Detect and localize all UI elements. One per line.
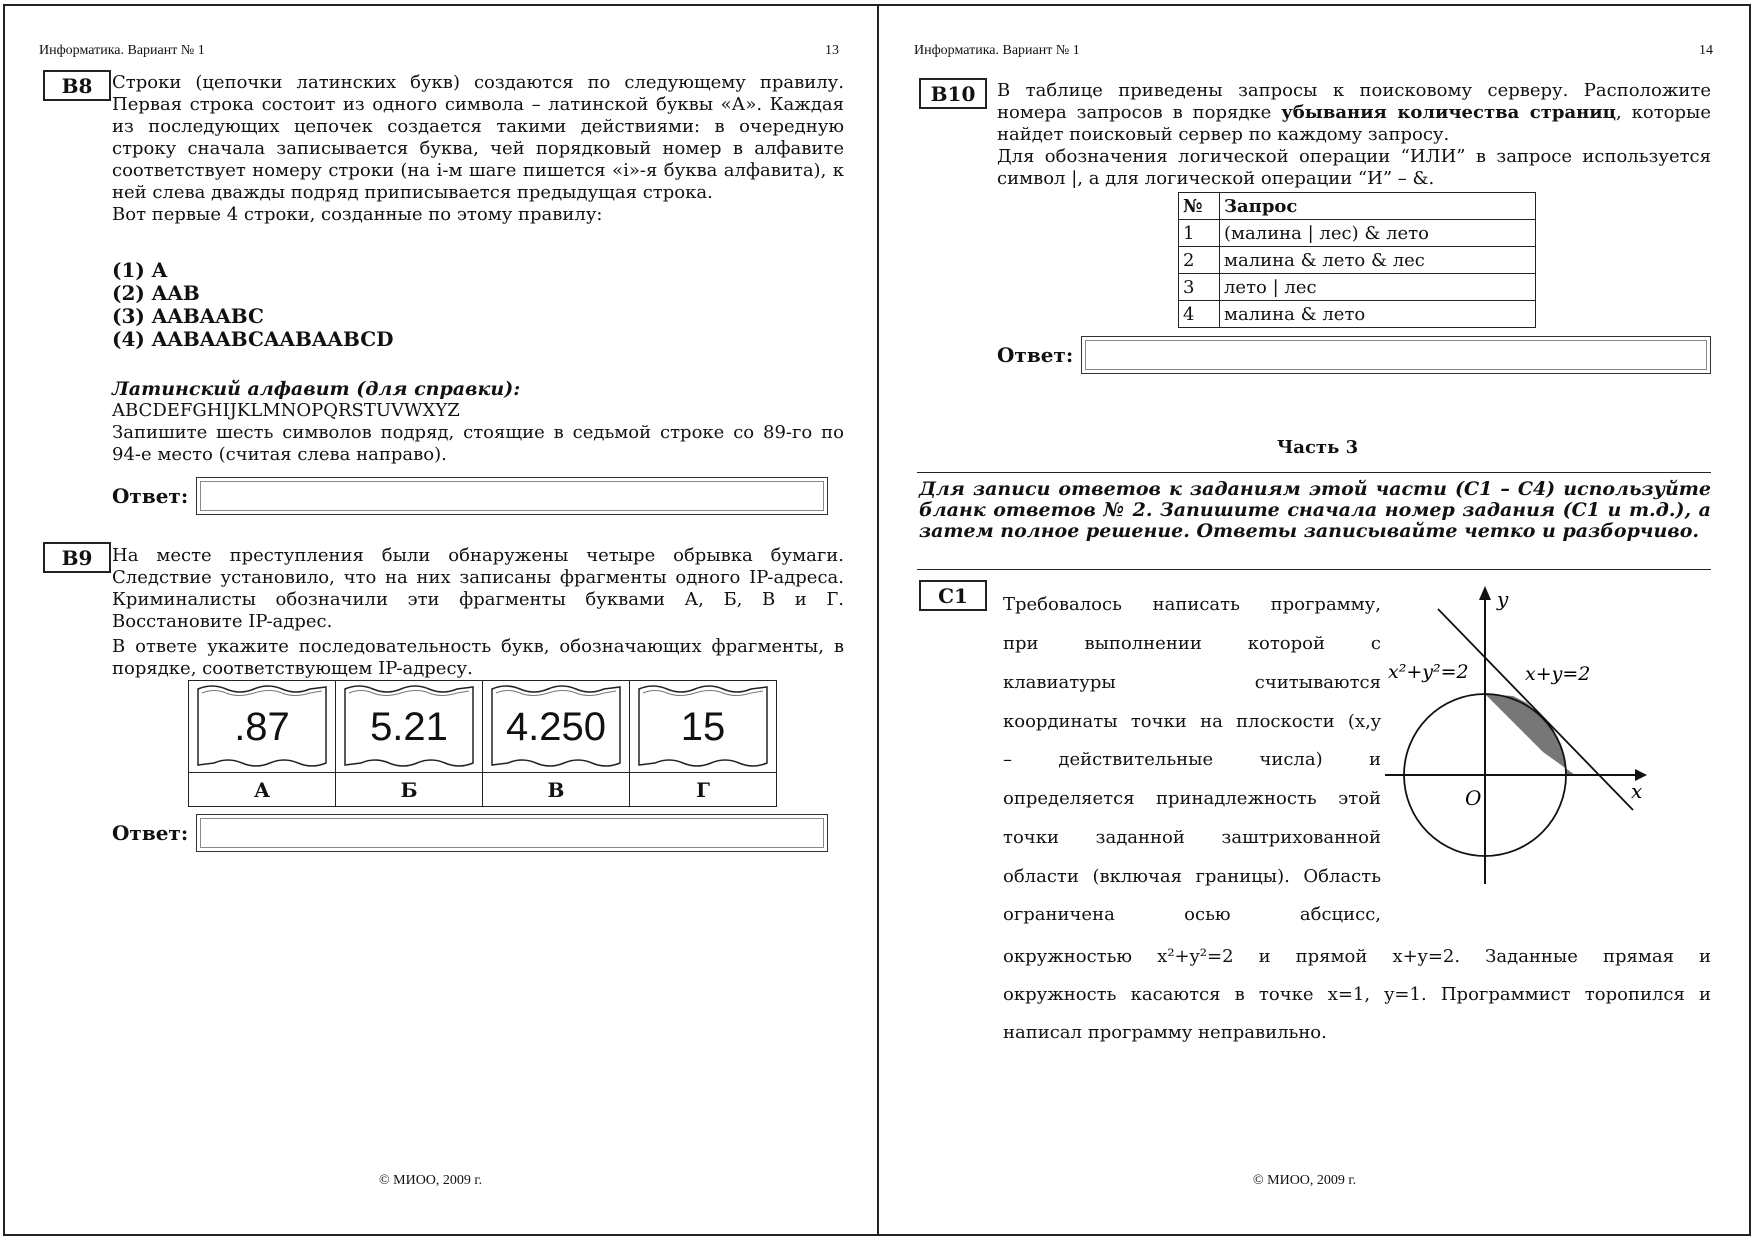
fragment-b — [336, 681, 483, 773]
sequence-3: (3) AABAABC — [112, 304, 264, 328]
c1-graph — [1385, 584, 1649, 902]
page-header-title: Информатика. Вариант № 1 — [39, 43, 205, 58]
y-arrow-icon — [1479, 586, 1491, 600]
table-row — [1179, 274, 1536, 301]
divider — [917, 472, 1711, 473]
c1-line: координаты точки на плоскости (x,y — [1003, 711, 1381, 732]
fragment-a — [189, 681, 336, 773]
table-header-row — [1179, 193, 1536, 220]
row-query: малина & лето — [1220, 301, 1536, 328]
row-query: малина & лето & лес — [1220, 247, 1536, 274]
c1-line: окружность касаются в точке x=1, y=1. Программист торопился и — [1003, 984, 1711, 1005]
fragment-letter-b: Б — [336, 773, 483, 807]
tangent-line — [1438, 609, 1633, 810]
c1-line: определяется принадлежность этой — [1003, 788, 1381, 809]
page-number: 14 — [1699, 43, 1713, 58]
alphabet-title: Латинский алфавит (для справки): — [112, 378, 521, 400]
answer-label: Ответ: — [997, 343, 1074, 367]
b8-sequences — [112, 259, 393, 351]
divider — [917, 569, 1711, 570]
task-label-b8: B8 — [43, 70, 111, 101]
fragment-v — [483, 681, 630, 773]
fragment-letter-v: В — [483, 773, 630, 807]
part3-title: Часть 3 — [1276, 437, 1359, 458]
table-row — [1179, 301, 1536, 328]
row-number: 3 — [1179, 274, 1220, 301]
b9-instruction: В ответе укажите последовательность букв, обозначающих фрагменты, в порядке, соответствующем IP-адресу. — [112, 636, 844, 679]
fragment-v-text: 4.250 — [505, 705, 607, 749]
b9-answer-row — [112, 814, 828, 852]
row-number: 1 — [1179, 220, 1220, 247]
b10-intro-before: В таблице приведены запросы к поисковому серверу. Расположите номера запросов в порядке — [997, 80, 1711, 123]
line-equation: x+y=2 — [1525, 663, 1591, 685]
fragment-letter-a: А — [189, 773, 336, 807]
sequence-4: (4) AABAABCAABAABCD — [112, 327, 394, 351]
page-footer: © МИОО, 2009 г. — [379, 1173, 483, 1188]
task-label-c1: C1 — [919, 580, 987, 611]
b10-intro — [997, 80, 1711, 146]
query-table — [1178, 192, 1536, 328]
part3-instruction: Для записи ответов к заданиям этой части (С1 – С4) используйте бланк ответов № 2. Запишите сначала номер задания (С1 и т.д.), а затем полное решение. Ответы записывайте четко и разборчиво. — [919, 478, 1711, 542]
b8-answer-field[interactable] — [196, 477, 828, 515]
b8-alphabet-block — [112, 378, 844, 466]
b9-body — [112, 545, 844, 680]
task-label-b10: B10 — [919, 78, 987, 109]
page-footer: © МИОО, 2009 г. — [1253, 1173, 1357, 1188]
c1-line: при выполнении которой с — [1003, 633, 1381, 654]
c1-line: – действительные числа) и — [1003, 749, 1381, 770]
b8-intro: Строки (цепочки латинских букв) создаются по следующему правилу. Первая строка состоит из одного символа – латинской буквы «А». Каждая из последующих цепочек создается такими действиями: в очередную строку сначала записывается буква, чей порядковый номер в алфавите соответствует номеру строки (на i-м шаге пишется «i»-я буква алфавита), к ней слева дважды подряд приписывается предыдущая строка. — [112, 72, 844, 203]
row-query: (малина | лес) & лето — [1220, 220, 1536, 247]
task-label-b9: B9 — [43, 542, 111, 573]
fragment-letter-g: Г — [630, 773, 777, 807]
table-row — [1179, 247, 1536, 274]
c1-line: написал программу неправильно. — [1003, 1022, 1327, 1043]
c1-line: клавиатуры считываются — [1003, 672, 1381, 693]
fragment-g — [630, 681, 777, 773]
sequence-1: (1) A — [112, 258, 168, 282]
y-axis-label: y — [1497, 587, 1509, 611]
c1-line: окружностью x²+y²=2 и прямой x+y=2. Заданные прямая и — [1003, 946, 1711, 967]
b10-intro-after: , которые найдет поисковый сервер по каждому запросу. — [997, 102, 1711, 145]
right-page — [877, 4, 1751, 1236]
header-query: Запрос — [1220, 193, 1536, 220]
b8-body — [112, 72, 844, 226]
b8-answer-row — [112, 477, 828, 515]
row-number: 4 — [1179, 301, 1220, 328]
row-number: 2 — [1179, 247, 1220, 274]
c1-line: ограничена осью абсцисс, — [1003, 904, 1381, 925]
page-header-title: Информатика. Вариант № 1 — [914, 43, 1080, 58]
page-number: 13 — [825, 43, 839, 58]
fragment-b-text: 5.21 — [370, 705, 448, 749]
fragments-table — [188, 680, 777, 807]
b10-answer-field[interactable] — [1081, 336, 1711, 374]
origin-label: O — [1465, 786, 1482, 810]
b8-question: Запишите шесть символов подряд, стоящие в седьмой строке со 89-го по 94-е место (считая слева направо). — [112, 422, 844, 465]
table-row — [1179, 220, 1536, 247]
header-number: № — [1179, 193, 1220, 220]
b10-body — [997, 80, 1711, 190]
shaded-region — [1485, 694, 1575, 775]
row-query: лето | лес — [1220, 274, 1536, 301]
b10-answer-row — [997, 336, 1711, 374]
b9-answer-field[interactable] — [196, 814, 828, 852]
left-page — [3, 4, 879, 1236]
c1-line: области (включая границы). Область — [1003, 866, 1381, 887]
fragment-a-text: .87 — [234, 705, 290, 749]
answer-label: Ответ: — [112, 484, 189, 508]
alphabet: ABCDEFGHIJKLMNOPQRSTUVWXYZ — [112, 400, 460, 421]
fragment-g-text: 15 — [680, 705, 726, 749]
answer-label: Ответ: — [112, 821, 189, 845]
c1-line: точки заданной заштрихованной — [1003, 827, 1381, 848]
circle-equation: x²+y²=2 — [1388, 661, 1469, 683]
b8-examples-intro: Вот первые 4 строки, созданные по этому правилу: — [112, 204, 603, 225]
b10-logic-note: Для обозначения логической операции “ИЛИ” в запросе используется символ |, а для логической операции “И” – &. — [997, 146, 1711, 189]
b9-intro: На месте преступления были обнаружены четыре обрывка бумаги. Следствие установило, что на них записаны фрагменты одного IP-адреса. Криминалисты обозначили эти фрагменты буквами А, Б, В и Г. Восстановите IP-адрес. — [112, 545, 844, 632]
x-axis-label: x — [1631, 779, 1643, 803]
b10-intro-bold: убывания количества страниц — [1281, 102, 1616, 123]
sequence-2: (2) AAB — [112, 281, 200, 305]
c1-line: Требовалось написать программу, — [1003, 594, 1381, 615]
